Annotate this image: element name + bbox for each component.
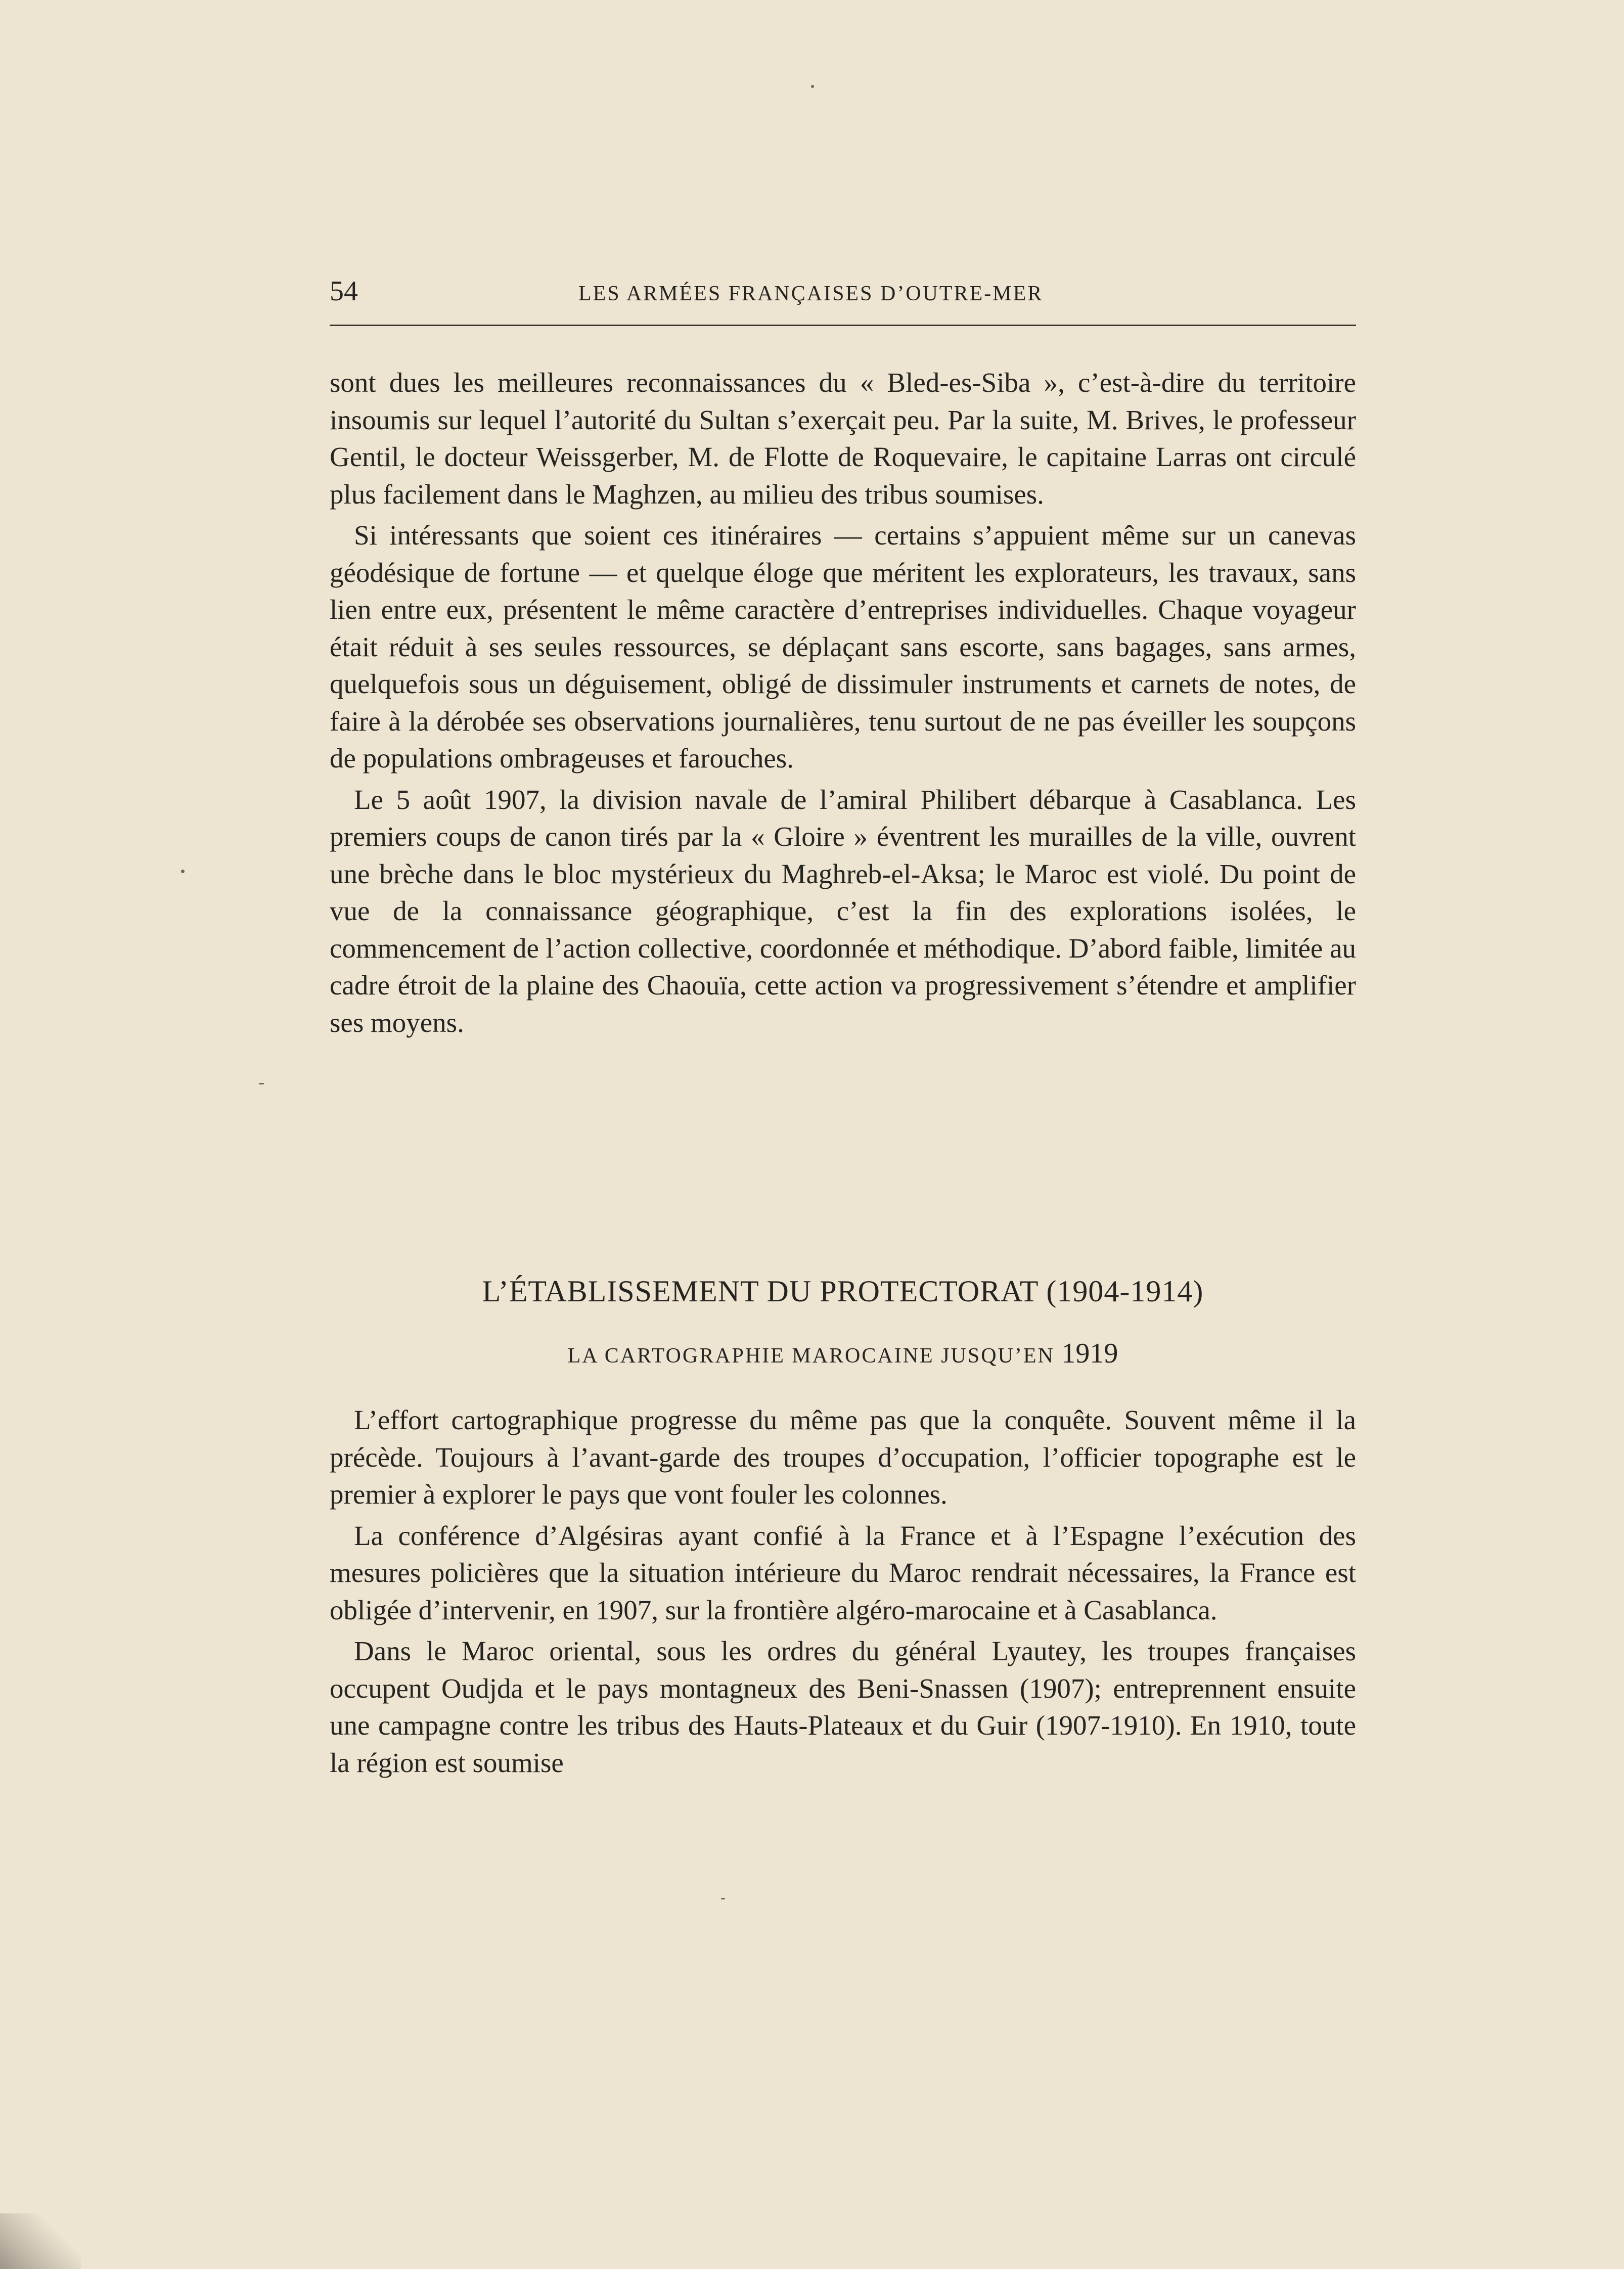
paper-speck [721,1898,725,1899]
paragraph: La conférence d’Algésiras ayant confié à la France et à l’Espagne l’exécution des mesures policières que la situation intérieure du Maroc rendrait nécessaires, la France est obligée d’intervenir, en 1907, sur la frontière algéro-marocaine et à Casablanca. [330,1520,1356,1625]
body-text-top [330,364,1356,1041]
section-subtitle-text: LA CARTOGRAPHIE MAROCAINE JUSQU’EN [567,1344,1055,1368]
header-rule [330,325,1356,326]
paragraph: Le 5 août 1907, la division navale de l’amiral Philibert débarque à Casablanca. Les premiers coups de canon tirés par la « Gloire » éventrent les murailles de la ville, ouvrent une brèche dans le bloc mystérieux du Maghreb-el-Aksa; le Maroc est violé. Du point de vue de la connaissance géographique, c’est la fin des explorations isolées, le commencement de l’action collective, coordonnée et méthodique. D’abord faible, limitée au cadre étroit de la plaine des Chaouïa, cette action va progressivement s’étendre et amplifier ses moyens. [330,784,1356,1038]
paragraph: sont dues les meilleures reconnaissances du « Bled-es-Siba », c’est-à-dire du territoire insoumis sur lequel l’autorité du Sultan s’exerçait peu. Par la suite, M. Brives, le professeur Gentil, le docteur Weissgerber, M. de Flotte de Roquevaire, le capitaine Larras ont circulé plus facilement dans le Maghzen, au milieu des tribus soumises. [330,367,1356,510]
section-subtitle-year: 1919 [1061,1338,1118,1369]
section-subtitle [330,1337,1356,1373]
section-title: L’ÉTABLISSEMENT DU PROTECTORAT (1904-1914) [482,1275,1204,1308]
page-number: 54 [330,276,358,307]
paragraph: L’effort cartographique progresse du même pas que la conquête. Souvent même il la précède. Toujours à l’avant-garde des troupes d’occupation, l’officier topographe est le premier à explorer le pays que vont fouler les colonnes. [330,1404,1356,1510]
page-corner-shadow [0,2213,81,2269]
running-head [330,271,1356,316]
body-text-bottom [330,1401,1356,1781]
paper-speck [259,1083,264,1084]
section-heading [330,1270,1356,1373]
running-title: LES ARMÉES FRANÇAISES D’OUTRE-MER [578,282,1044,305]
paragraph: Dans le Maroc oriental, sous les ordres du général Lyautey, les troupes françaises occupent Oudjda et le pays montagneux des Beni-Snassen (1907); entreprennent ensuite une campagne contre les tribus des Hauts-Plateaux et du Guir (1907-1910). En 1910, toute la région est soumise [330,1636,1356,1778]
paper-speck [181,870,185,873]
paragraph: Si intéressants que soient ces itinéraires — certains s’appuient même sur un canevas géodésique de fortune — et quelque éloge que méritent les explorateurs, les travaux, sans lien entre eux, présentent le même caractère d’entreprises individuelles. Chaque voyageur était réduit à ses seules ressources, se déplaçant sans escorte, sans bagages, sans armes, quelquefois sous un déguisement, obligé de dissimuler instruments et carnets de notes, de faire à la dérobée ses observations journalières, tenu surtout de ne pas éveiller les soupçons de populations ombrageuses et farouches. [330,520,1356,774]
paper-speck [811,85,814,88]
